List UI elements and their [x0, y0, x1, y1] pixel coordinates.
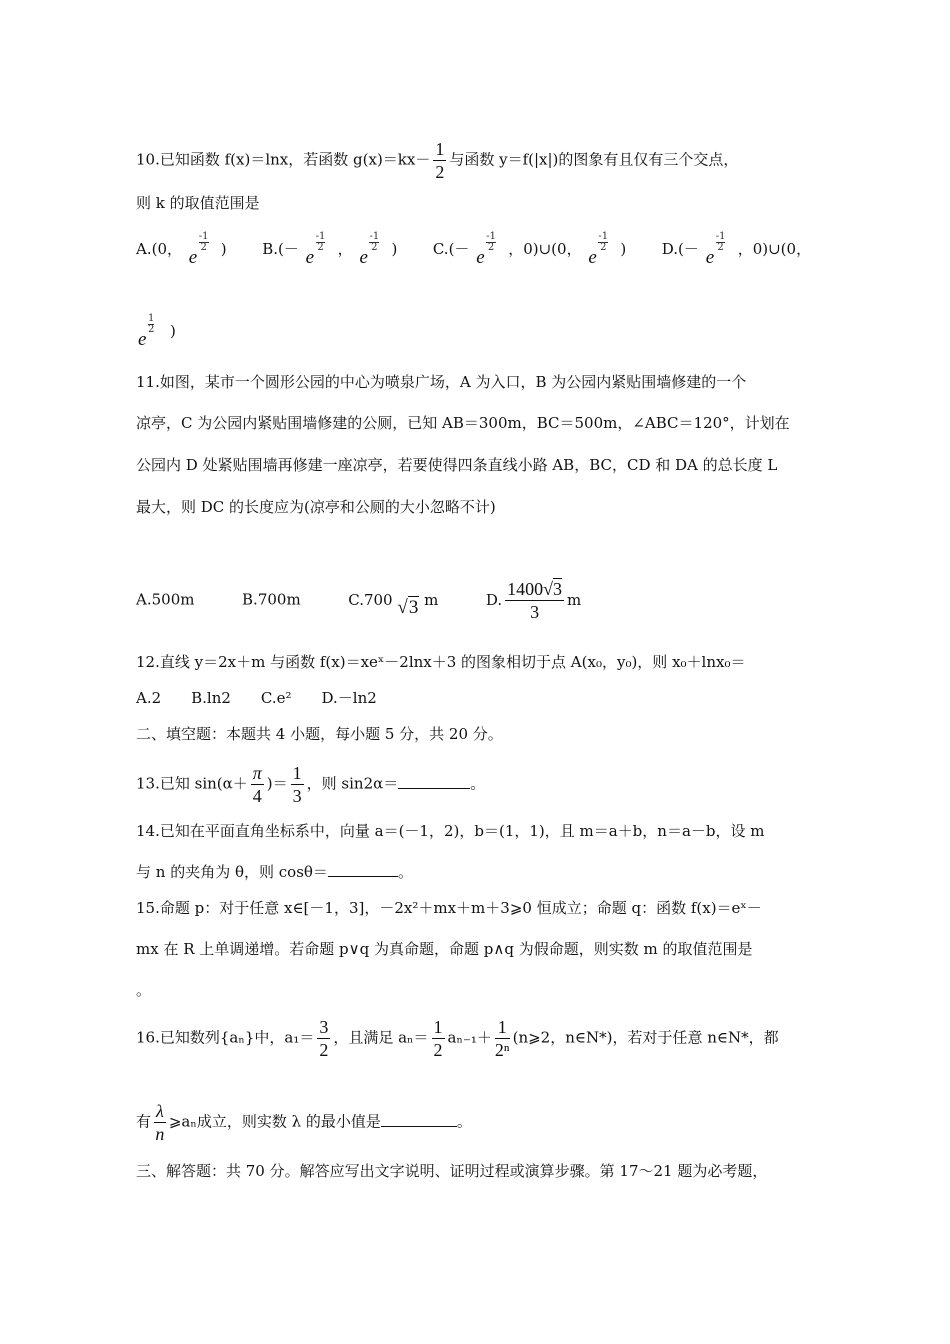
q10-option-c: C.(－ e -1 2 ，0)∪(0， e -1 2 ) — [432, 231, 627, 268]
fraction-one-half: $\frac{1}{2}$ — [433, 1017, 443, 1060]
q10-option-d-continued: e 1 2 ) — [138, 313, 176, 350]
q11-line3: 公园内 D 处紧贴围墙再修建一座凉亭，若要使得四条直线小路 AB，BC，CD 和 DA 的总长度 L — [136, 456, 778, 474]
e-neg-half-power: e -1 2 — [588, 231, 609, 268]
e-neg-half-power: e -1 2 — [305, 231, 326, 268]
q12-options: A.2 B.ln2 C.e² D.－ln2 — [136, 689, 377, 707]
q16-line2: 有 $\frac{\lambda}{n}$ ⩾aₙ成立，则实数 λ 的最小值是 。 — [136, 1101, 472, 1144]
q10-line1 — [136, 138, 738, 183]
answer-blank — [381, 1112, 457, 1127]
q14-line1: 14.已知在平面直角坐标系中，向量 a＝(－1，2)，b＝(1，1)，且 m＝a＋b，n＝a－b，设 m — [136, 822, 765, 840]
q10-options — [136, 232, 811, 268]
q16-line1: 16.已知数列{aₙ}中，a₁＝ $\frac{3}{2}$ ，且满足 aₙ＝ $\frac{1}{2}$ aₙ₋₁＋ $\frac{1}{\text{2ⁿ}}$ (n⩾2，n∈N*)，若对于任意 n∈N*，都 — [136, 1017, 779, 1060]
q15-line3: 。 — [136, 981, 152, 999]
q11-option-d: D. $\frac{1400√3}{3}$ m — [485, 579, 582, 622]
fraction-lambda-over-n: $\frac{\lambda}{n}$ — [155, 1101, 165, 1144]
fraction-one-over-2n: $\frac{1}{\text{2ⁿ}}$ — [494, 1017, 510, 1060]
section2-heading: 二、填空题：本题共 4 小题，每小题 5 分，共 20 分。 — [136, 725, 503, 743]
q11-option-b: B.700m — [242, 590, 301, 609]
fraction-one-half: $\frac{1}{2}$ — [435, 139, 445, 182]
e-neg-half-power: e -1 2 — [188, 231, 209, 268]
fraction-three-halves: $\frac{3}{2}$ — [319, 1017, 329, 1060]
q12-line1: 12.直线 y＝2x＋m 与函数 f(x)＝xeˣ－2lnx＋3 的图象相切于点 A(x₀，y₀)，则 x₀＋lnx₀＝ — [136, 653, 746, 671]
e-neg-half-power: e -1 2 — [705, 231, 726, 268]
q14-line2: 与 n 的夹角为 θ，则 cosθ＝ 。 — [136, 863, 413, 881]
answer-blank — [328, 862, 398, 877]
q13-line: 13.已知 sin(α＋ $\frac{\pi}{4}$ )＝ $\frac{1}{3}$ ，则 sin2α＝ 。 — [136, 763, 486, 806]
fraction-one-third: $\frac{1}{3}$ — [292, 763, 302, 806]
q15-line2: mx 在 R 上单调递增。若命题 p∨q 为真命题，命题 p∧q 为假命题，则实数 m 的取值范围是 — [136, 940, 753, 958]
q10-text-a: 10.已知函数 f(x)＝lnx，若函数 g(x)＝kx－ — [136, 150, 431, 169]
q10-option-a: A.(0， e -1 2 ) — [136, 231, 227, 268]
q11-line4: 最大，则 DC 的长度应为(凉亭和公厕的大小忽略不计) — [136, 498, 496, 516]
e-neg-half-power: e -1 2 — [476, 231, 496, 268]
q15-line1: 15.命题 p：对于任意 x∈[－1，3]，－2x²＋mx＋m＋3⩾0 恒成立；命题 q：函数 f(x)＝eˣ－ — [136, 899, 762, 917]
section3-heading: 三、解答题：共 70 分。解答应写出文字说明、证明过程或演算步骤。第 17～21 题为必考题， — [136, 1162, 768, 1180]
q10-line2: 则 k 的取值范围是 — [136, 194, 260, 212]
e-half-power: e 1 2 — [138, 313, 155, 350]
answer-blank — [398, 774, 470, 789]
q11-options — [136, 578, 581, 623]
fraction-pi-over-4: $\frac{\pi}{4}$ — [252, 763, 262, 806]
q10-text-b: 与函数 y＝f(|x|)的图象有且仅有三个交点， — [449, 150, 739, 169]
q10-option-b: B.(－ e -1 2 ， e -1 2 ) — [262, 231, 398, 268]
q10-option-d: D.(－ e -1 2 ，0)∪(0， — [661, 231, 812, 268]
fraction-1400-root3-over-3: $\frac{1400√3}{3}$ — [507, 579, 563, 622]
e-neg-half-power: e -1 2 — [359, 231, 380, 268]
q11-option-c: C.700 √3 m — [348, 590, 439, 618]
q11-line1: 11.如图，某市一个圆形公园的中心为喷泉广场，A 为入口，B 为公园内紧贴围墙修建的一个 — [136, 373, 747, 391]
sqrt-three: √3 — [397, 596, 419, 618]
q11-line2: 凉亭，C 为公园内紧贴围墙修建的公厕，已知 AB＝300m，BC＝500m，∠ABC＝120°，计划在 — [136, 414, 790, 432]
q11-option-a: A.500m — [136, 590, 195, 609]
